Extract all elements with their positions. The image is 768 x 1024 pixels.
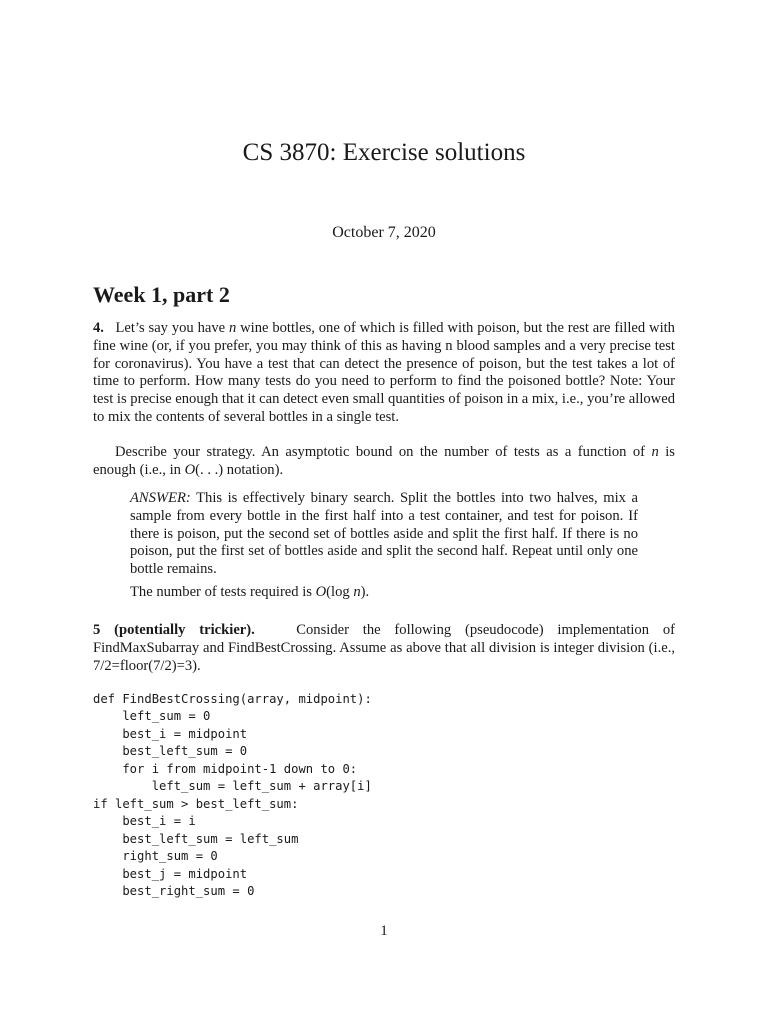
strategy-text-a: Describe your strategy. An asymptotic bound on the number of tests as a function of	[115, 444, 652, 460]
code-line: right_sum = 0	[93, 849, 218, 864]
strategy-text-c: (. . .) notation).	[195, 461, 284, 478]
problem-4-var-n: n	[228, 320, 237, 336]
page-title: CS 3870: Exercise solutions	[242, 139, 526, 166]
strategy-var-n: n	[651, 444, 659, 460]
code-line: best_i = i	[93, 814, 196, 829]
code-line: for i from midpoint-1 down to 0:	[93, 761, 358, 776]
problem-4-statement	[93, 320, 675, 427]
document-date: October 7, 2020	[332, 224, 436, 241]
section-heading: Week 1, part 2	[93, 282, 230, 307]
problem-4-text-b: wine bottles, one of which is filled with poison, but the rest are filled with fine wine (or, if you prefer, you may think of this as having n blood samples and a very precise test for coronavirus). You have a test that can detect the presence of poison, but the test takes a lot of time to perform. How many tests do you need to perform to find the poisoned bottle? Note: Your test is precise enough that it can detect even small quantities of poison in a mix, i.e., you’re allowed to mix the contents of several bottles in a single test.	[93, 320, 675, 425]
problem-4-answer	[130, 490, 638, 579]
problem-5-statement	[93, 622, 675, 675]
code-line: best_left_sum = left_sum	[93, 831, 299, 846]
code-line: if left_sum > best_left_sum:	[93, 796, 299, 811]
code-line: def FindBestCrossing(array, midpoint):	[93, 692, 372, 706]
problem-4-number: 4.	[93, 320, 104, 336]
code-line: left_sum = 0	[93, 709, 211, 724]
tests-text-a: The number of tests required is	[130, 584, 316, 600]
tests-text-c: ).	[360, 584, 370, 600]
code-line: best_i = midpoint	[93, 726, 248, 741]
problem-5-number: 5 (potentially trickier).	[93, 622, 255, 638]
tests-text-b: (log	[326, 584, 354, 600]
code-line: best_left_sum = 0	[93, 744, 248, 759]
code-line: best_right_sum = 0	[93, 883, 255, 898]
tests-var-n: n	[353, 584, 361, 600]
code-line: best_j = midpoint	[93, 866, 248, 881]
problem-4-tests-required	[130, 584, 638, 602]
answer-label: ANSWER:	[130, 490, 191, 506]
strategy-text-b: is enough (i.e., in	[93, 444, 675, 478]
answer-text: This is effectively binary search. Split the bottles into two halves, mix a sample from every bottle in the first half into a test container, and test for poison. If there is poison, put the second set of bottles aside and split the first half. If there is no poison, put the first set of bottles aside and split the second half. Repeat until only one bottle remains.	[130, 490, 638, 578]
tests-big-o: O	[315, 584, 327, 600]
problem-4-text-a: Let’s say you have	[115, 320, 229, 336]
strategy-big-o: O	[184, 461, 196, 478]
page-number: 1	[380, 923, 388, 939]
problem-4-strategy	[93, 444, 675, 480]
code-line: left_sum = left_sum + array[i]	[93, 779, 372, 794]
problem-5-text: Consider the following (pseudocode) implementation of FindMaxSubarray and FindBestCrossing. Assume as above that all division is integer division (i.e., 7/2=floor(7/2)=3).	[93, 622, 675, 674]
pseudocode-block	[93, 691, 372, 900]
